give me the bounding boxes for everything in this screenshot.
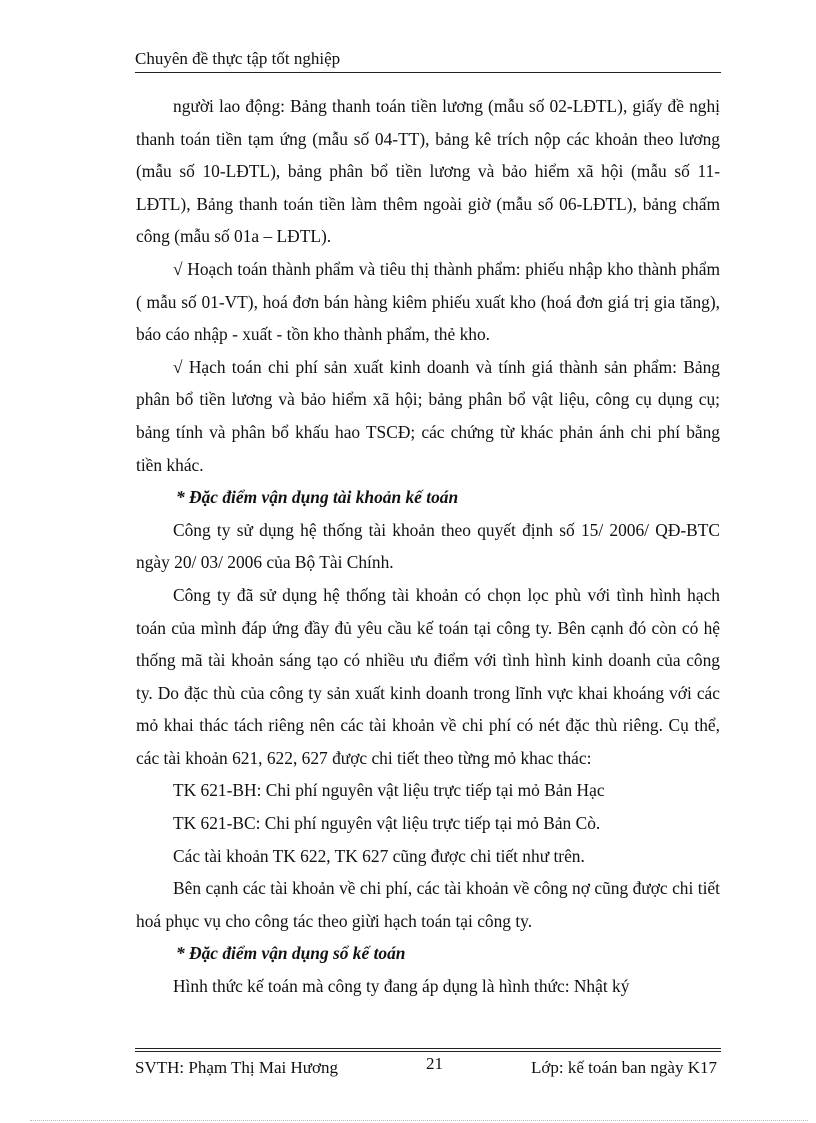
paragraph-6: Bên cạnh các tài khoản về chi phí, các tài khoản về công nợ cũng được chi tiết hoá phục vụ cho công tác theo giừi hạch toán tại công ty. (136, 878, 720, 931)
footer-class: Lớp: kế toán ban ngày K17 (530, 1058, 717, 1077)
header-divider (135, 72, 721, 73)
header-title: Chuyên đề thực tập tốt nghiệp (135, 49, 341, 68)
paragraph-7: Hình thức kế toán mà công ty đang áp dụng là hình thức: Nhật ký (173, 976, 630, 997)
page-footer (135, 1048, 721, 1076)
paragraph-tk622-627: Các tài khoản TK 622, TK 627 cũng được chi tiết như trên. (173, 845, 585, 866)
paragraph-tk621-bc: TK 621-BC: Chi phí nguyên vật liệu trực tiếp tại mỏ Bản Cò. (173, 813, 601, 834)
paragraph-2: √ Hoạch toán thành phẩm và tiêu thị thành phẩm: phiếu nhập kho thành phẩm ( mẫu số 01-VT), hoá đơn bán hàng kiêm phiếu xuất kho (hoá đơn giá trị gia tăng), báo cáo nhập - xuất - tồn kho thành phẩm, thẻ kho. (136, 258, 720, 345)
page-edge-divider (30, 1120, 808, 1121)
footer-student-name: SVTH: Phạm Thị Mai Hương (135, 1058, 339, 1077)
document-body (136, 90, 720, 1003)
section-heading-accounts: * Đặc điểm vận dụng tài khoản kế toán (176, 487, 459, 508)
footer-divider-top (135, 1048, 721, 1049)
paragraph-3: √ Hạch toán chi phí sản xuất kinh doanh và tính giá thành sản phẩm: Bảng phân bổ tiền lương và bảo hiểm xã hội; bảng phân bổ vật liệu, công cụ dụng cụ; bảng tính và phân bổ khấu hao TSCĐ; các chứng từ khác phản ánh chi phí bằng tiền khác. (136, 356, 720, 475)
paragraph-4: Công ty sử dụng hệ thống tài khoản theo quyết định số 15/ 2006/ QĐ-BTC ngày 20/ 03/ 2006 của Bộ Tài Chính. (136, 519, 720, 573)
section-heading-books: * Đặc điểm vận dụng sổ kế toán (176, 943, 406, 964)
paragraph-1: người lao động: Bảng thanh toán tiền lương (mẫu số 02-LĐTL), giấy đề nghị thanh toán tiền tạm ứng (mẫu số 04-TT), bảng kê trích nộp các khoản theo lương (mẫu số 10-LĐTL), bảng phân bổ tiền lương và bảo hiểm xã hội (mẫu số 11-LĐTL), Bảng thanh toán tiền làm thêm ngoài giờ (mẫu số 06-LĐTL), bảng chấm công (mẫu số 01a – LĐTL). (136, 96, 720, 247)
paragraph-tk621-bh: TK 621-BH: Chi phí nguyên vật liệu trực tiếp tại mỏ Bản Hạc (173, 780, 605, 801)
page-number: 21 (426, 1054, 443, 1073)
footer-row (135, 1052, 721, 1076)
paragraph-5: Công ty đã sử dụng hệ thống tài khoản có chọn lọc phù với tình hình hạch toán của mình đáp ứng đầy đủ yêu cầu kế toán tại công ty. Bên cạnh đó còn có hệ thống mã tài khoản sáng tạo có nhiều ưu điểm với tình hình kinh doanh của công ty. Do đặc thù của công ty sản xuất kinh doanh trong lĩnh vực khai khoáng với các mỏ khai thác tách riêng nên các tài khoản về chi phí có nét đặc thù riêng. Cụ thể, các tài khoản 621, 622, 627 được chi tiết theo từng mỏ khac thác: (136, 584, 720, 768)
page-header (135, 49, 721, 73)
